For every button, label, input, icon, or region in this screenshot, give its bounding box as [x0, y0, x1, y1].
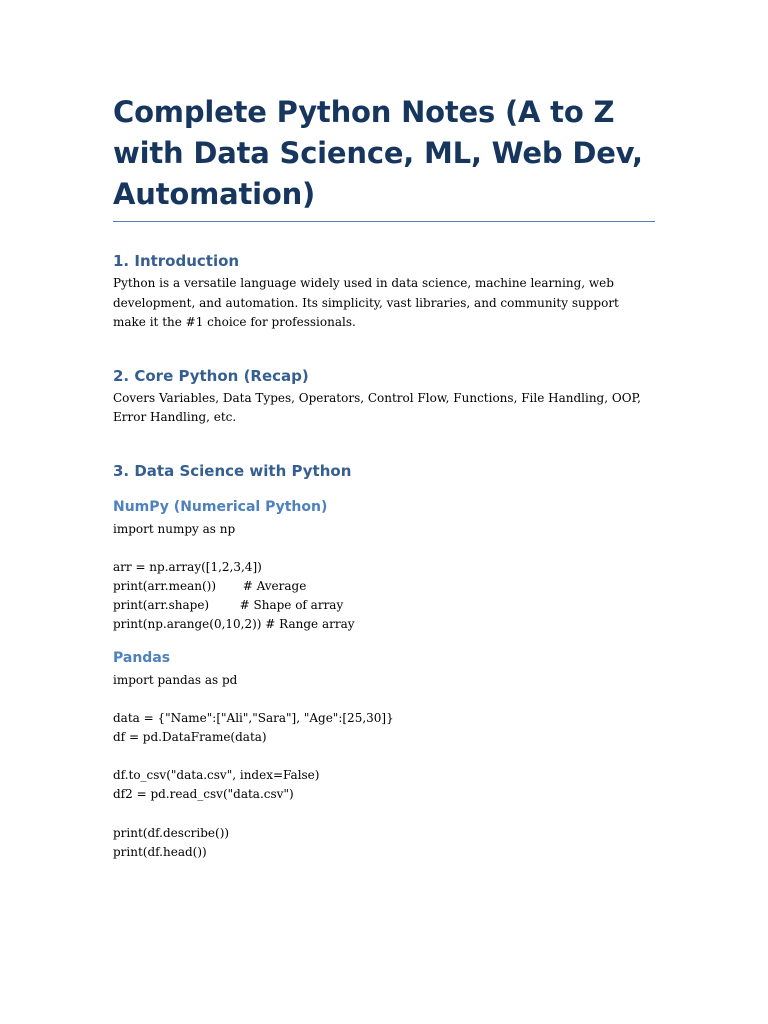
numpy-code-block [113, 520, 655, 635]
heading-core-python: 2. Core Python (Recap) [113, 366, 309, 385]
document-page [113, 92, 655, 862]
code-line: df.to_csv("data.csv", index=False) [113, 768, 320, 783]
code-line [113, 690, 655, 709]
code-line [113, 539, 655, 558]
code-line [113, 805, 655, 824]
heading-numpy: NumPy (Numerical Python) [113, 498, 328, 515]
code-line: arr = np.array([1,2,3,4]) [113, 559, 262, 574]
core-python-text: Covers Variables, Data Types, Operators, Control Flow, Functions, File Handling, OOP, Error Handling, etc. [113, 390, 641, 424]
code-line [113, 747, 655, 766]
document-title: Complete Python Notes (A to Z with Data Science, ML, Web Dev, Automation) [113, 92, 655, 222]
code-line: df = pd.DataFrame(data) [113, 729, 267, 744]
code-line: import numpy as np [113, 521, 236, 536]
heading-data-science: 3. Data Science with Python [113, 461, 352, 480]
heading-pandas: Pandas [113, 649, 171, 666]
code-line: data = {"Name":["Ali","Sara"], "Age":[25,30]} [113, 710, 394, 725]
code-line: print(np.arange(0,10,2)) # Range array [113, 617, 355, 632]
code-line: print(df.describe()) [113, 825, 230, 840]
code-line: df2 = pd.read_csv("data.csv") [113, 787, 294, 802]
introduction-text: Python is a versatile language widely used in data science, machine learning, web development, and automation. Its simplicity, vast libraries, and community support make it the #1 choice for professionals. [113, 276, 619, 329]
code-line: print(arr.shape) # Shape of array [113, 598, 344, 613]
code-line: print(df.head()) [113, 844, 207, 859]
heading-introduction: 1. Introduction [113, 252, 240, 270]
pandas-code-block [113, 671, 655, 862]
code-line: print(arr.mean()) # Average [113, 578, 307, 593]
code-line: import pandas as pd [113, 672, 238, 687]
